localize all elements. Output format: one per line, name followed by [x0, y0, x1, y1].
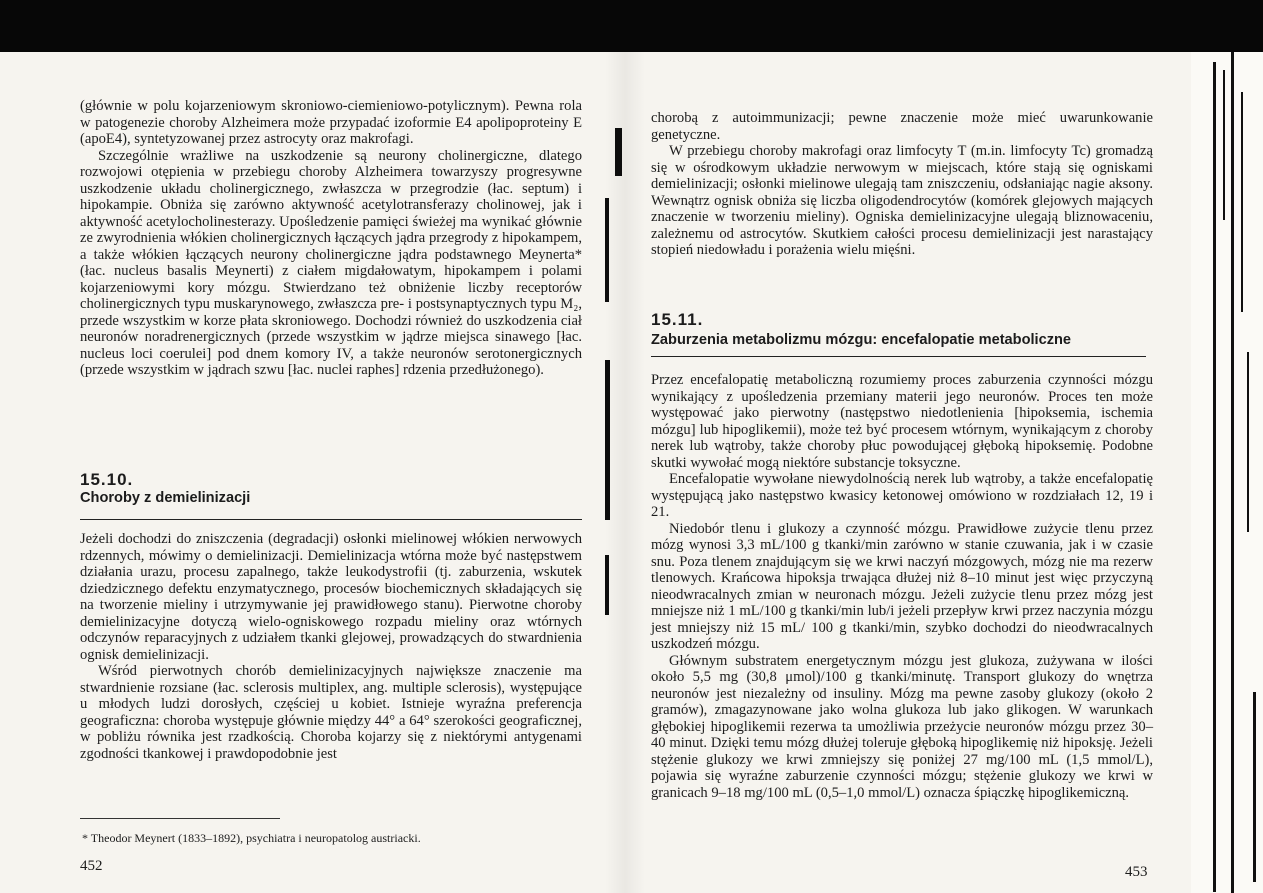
body-text	[651, 110, 1153, 259]
edge-bar	[1253, 692, 1256, 882]
edge-bar	[1223, 70, 1225, 220]
scan-top-shadow	[0, 0, 1263, 52]
paragraph: Głównym substratem energetycznym mózgu jest glukoza, zużywana w ilości około 5,5 mg (30,8 μmol)/100 g tkanki/minutę. Transport glukozy do wnętrza neuronów jest niezależny od insuliny. Mózg ma pewne zasoby glukozy (około 2 gramów), zmagazynowane jako wolna glukoza lub jako glikogen. W warunkach głębokiej hipoglikemii rezerwa ta umożliwia przeżycie neuronów mózgu przez 30–40 minut. Dzięki temu mózg dłużej toleruje głęboką hipoglikemię niż hipoksję. Jeżeli stężenie glukozy we krwi zmniejszy się poniżej 27 mg/100 mL (1,5 mmol/L), pojawia się wyraźne zaburzenie czynności mózgu; stężenie glukozy we krwi w granicach 9–18 mg/100 mL (0,5–1,0 mmol/L) oznacza śpiączkę hipoglikemiczną.	[651, 652, 1153, 801]
paragraph: Jeżeli dochodzi do zniszczenia (degradacji) osłonki mielinowej włókien nerwowych rdzennych, mówimy o demielinizacji. Demielinizacja wtórna może być następstwem działania urazu, procesu zapalnego, także leukodystrofii (tj. zaburzenia, wskutek dziedzicznego defektu enzymatycznego, procesów biochemicznych składających się na tworzenie mieliny i utrzymywanie jej prawidłowego stanu). Pierwotne choroby demielinizacyjne dotyczą wielo-ogniskowego rozpadu mieliny oraz wtórnych odczynów reparacyjnych z udziałem tkanki glejowej, prowadzących do stwardnienia ognisk demielinizacji.	[80, 531, 582, 663]
paragraph: Encefalopatie wywołane niewydolnością nerek lub wątroby, a także encefalopatię występującą jako następstwo kwasicy ketonowej omówiono w rozdziałach 12, 19 i 21.	[651, 471, 1153, 520]
section-number: 15.11.	[651, 310, 704, 329]
paragraph: chorobą z autoimmunizacji; pewne znaczenie może mieć uwarunkowanie genetyczne.	[651, 110, 1153, 143]
footnote-rule	[80, 818, 280, 819]
section-text	[80, 531, 582, 762]
paragraph: Wśród pierwotnych chorób demielinizacyjnych największe znaczenie ma stwardnienie rozsiane (łac. sclerosis multiplex, ang. multiple sclerosis), występujące u młodych ludzi dorosłych, częściej u kobiet. Istnieje wyraźna preferencja geograficzna: choroba występuje głównie między 44° a 64° szerokości geograficznej, w pobliżu równika jest rzadkością. Choroba kojarzy się z niektórymi antygenami zgodności tkankowej i prawdopodobnie jest	[80, 663, 582, 762]
section-number: 15.10.	[80, 470, 134, 489]
section-rule	[651, 356, 1146, 357]
page-edge-stack	[1191, 52, 1263, 893]
gutter-mark	[615, 128, 622, 176]
section-rule	[80, 519, 582, 520]
paragraph: W przebiegu choroby makrofagi oraz limfocyty T (m.in. limfocyty Tc) gromadzą się w ośrodkowym układzie nerwowym w miejscach, które stają się ogniskami demielinizacji; osłonki mielinowe ulegają tam zniszczeniu, odsłaniając nagie aksony. Wewnątrz ognisk obniża się liczba oligodendrocytów (komórek glejowych mających znaczenie w tworzeniu mieliny). Ogniska demielinizacyjne ulegają bliznowaceniu, zależnemu od astrocytów. Skutkiem całości procesu demielinizacji jest narastający stopień niedowładu i porażenia wielu mięśni.	[651, 143, 1153, 258]
section-title: Choroby z demielinizacji	[80, 490, 251, 506]
paragraph: (głównie w polu kojarzeniowym skroniowo-ciemieniowo-potylicznym). Pewna rola w patogenezie choroby Alzheimera może przypadać izoformie E4 apolipoproteiny E (apoE4), syntetyzowanej przez astrocyty oraz makrofagi.	[80, 98, 582, 147]
paragraph: Niedobór tlenu i glukozy a czynność mózgu. Prawidłowe zużycie tlenu przez mózg wynosi 3,3 mL/100 g tkanki/min zarówno w stanie czuwania, jak i w czasie snu. Poza tlenem znajdującym się we krwi naczyń mózgowych, mózg nie ma rezerw tlenowych. Krańcowa hipoksja trwająca dłużej niż 8–10 minut jest więc przyczyną nieodwracalnych zmian w neuronach mózgu. Jeżeli zużycie tlenu przez mózg jest mniejsze niż 1 mL/100 g tkanki/min lub/i jeżeli przepływ krwi przez naczynia mózgu jest mniejszy niż 15 mL/ 100 g tkanki/min, szybko dochodzi do nieodwracalnych uszkodzeń mózgu.	[651, 520, 1153, 652]
edge-bar	[1241, 92, 1243, 312]
right-page	[645, 52, 1191, 893]
gutter-mark	[605, 198, 609, 302]
left-page	[0, 52, 605, 893]
paragraph: Przez encefalopatię metaboliczną rozumiemy proces zaburzenia czynności mózgu wynikający z upośledzenia przemiany materii jego neuronów. Proces ten może występować jako pierwotny (następstwo niedotlenienia [hipoksemia, ischemia mózgu] lub hipoglikemii), może też być procesem wtórnym, wynikającym z choroby nerek lub wątroby, także choroby płuc powodującej głęboką hipoksemię. Podobne skutki wywołać mogą niektóre substancje toksyczne.	[651, 372, 1153, 471]
edge-bar	[1213, 62, 1216, 892]
edge-bar	[1231, 52, 1234, 893]
section-text	[651, 372, 1153, 801]
edge-bar	[1247, 352, 1249, 532]
footnote: * Theodor Meynert (1833–1892), psychiatra i neuropatolog austriacki.	[82, 831, 421, 845]
page-number: 452	[80, 858, 103, 874]
book-gutter	[605, 52, 645, 893]
page-number: 453	[1125, 864, 1148, 880]
paragraph: Szczególnie wrażliwe na uszkodzenie są neurony cholinergiczne, dlatego rozwojowi otępienia w przebiegu choroby Alzheimera towarzyszy progresywne uszkodzenie układu cholinergicznego, zwłaszcza w przegrodzie (łac. septum) i hipokampie. Obniża się zarówno aktywność acetylotransferazy cholinowej, jak i aktywność acetylocholinesterazy. Upośledzenie pamięci świeżej ma wynikać głównie ze zwyrodnienia włókien cholinergicznych łączących jądra przegrody z hipokampem, a także włókien łączących neurony cholinergiczne jądra podstawnego Meynerta* (łac. nucleus basalis Meynerti) z ciałem migdałowatym, hipokampem i polami kojarzeniowymi kory mózgu. Stwierdzano też obniżenie liczby receptorów cholinergicznych typu muskarynowego, zwłaszcza pre- i postsynaptycznych typu M₂, przede wszystkim w korze płata skroniowego. Dochodzi również do uszkodzenia ciał neuronów noradrenergicznych (przede wszystkim w jądrze miejsca sinawego [łac. nucleus loci coerulei] pod dnem komory IV, a także neuronów serotonergicznych (przede wszystkim w jądrach szwu [łac. nuclei raphes] rdzenia przedłużonego).	[80, 147, 582, 378]
gutter-mark	[605, 360, 610, 520]
body-text	[80, 98, 582, 379]
gutter-mark	[605, 555, 609, 615]
section-title: Zaburzenia metabolizmu mózgu: encefalopatie metaboliczne	[651, 332, 1072, 348]
